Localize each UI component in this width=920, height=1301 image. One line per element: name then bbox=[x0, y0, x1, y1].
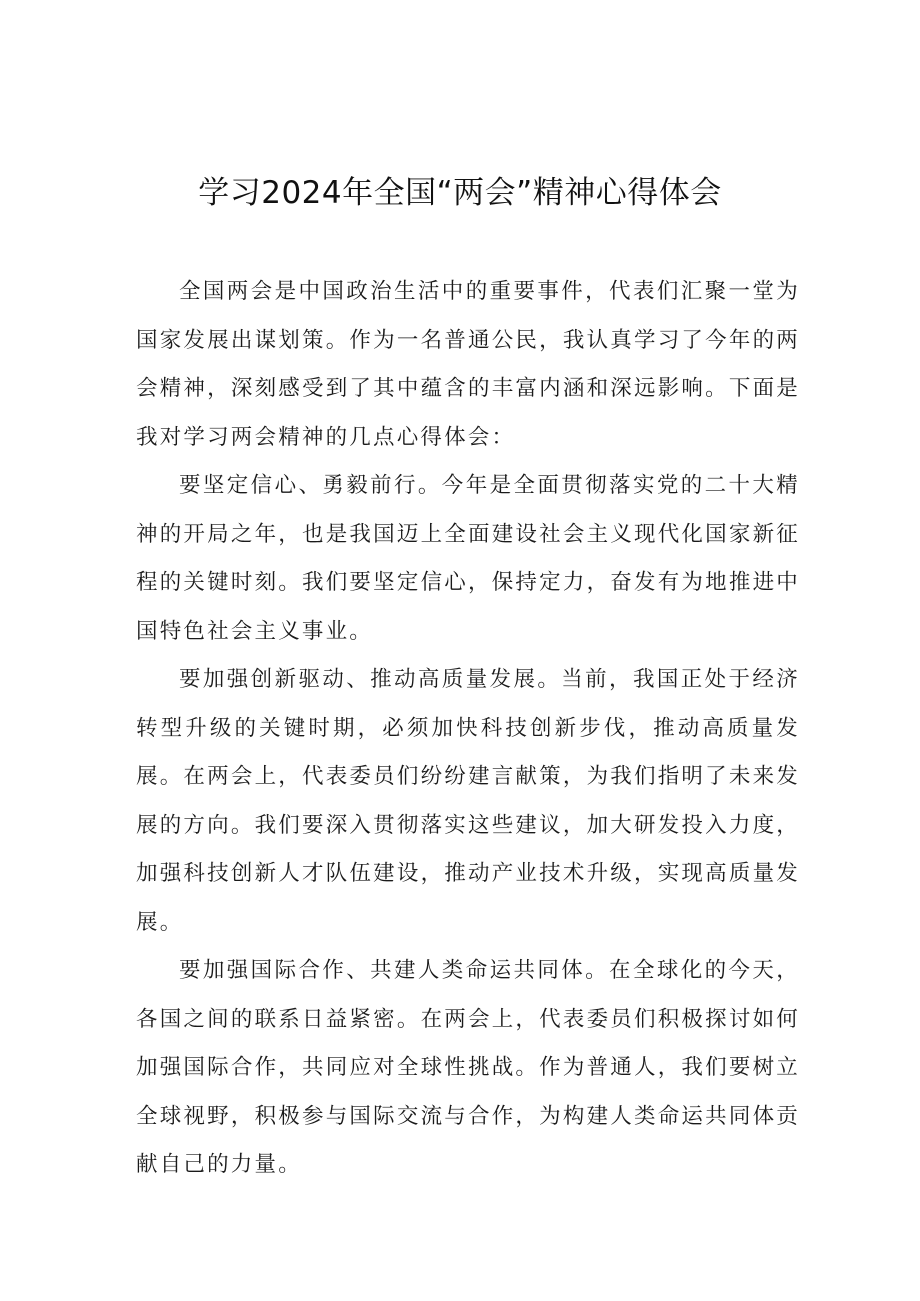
document-title: 学习2024年全国“两会”精神心得体会 bbox=[198, 175, 722, 211]
paragraph-cooperation: 要加强国际合作、共建人类命运共同体。在全球化的今天，各国之间的联系日益紧密。在两会上，代表委员们积极探讨如何加强国际合作，共同应对全球性挑战。作为普通人，我们要树立全球视野，积极参与国际交流与合作，为构建人类命运共同体贡献自己的力量。 bbox=[136, 958, 800, 1177]
paragraph-intro: 全国两会是中国政治生活中的重要事件，代表们汇聚一堂为国家发展出谋划策。作为一名普通公民，我认真学习了今年的两会精神，深刻感受到了其中蕴含的丰富内涵和深远影响。下面是我对学习两会精神的几点心得体会： bbox=[136, 279, 800, 450]
paragraph-innovation: 要加强创新驱动、推动高质量发展。当前，我国正处于经济转型升级的关键时期，必须加快科技创新步伐，推动高质量发展。在两会上，代表委员们纷纷建言献策，为我们指明了未来发展的方向。我们要深入贯彻落实这些建议，加大研发投入力度，加强科技创新人才队伍建设，推动产业技术升级，实现高质量发展。 bbox=[136, 667, 800, 935]
document-body bbox=[136, 268, 800, 1190]
paragraph-confidence: 要坚定信心、勇毅前行。今年是全面贯彻落实党的二十大精神的开局之年，也是我国迈上全面建设社会主义现代化国家新征程的关键时刻。我们要坚定信心，保持定力，奋发有为地推进中国特色社会主义事业。 bbox=[136, 473, 800, 644]
